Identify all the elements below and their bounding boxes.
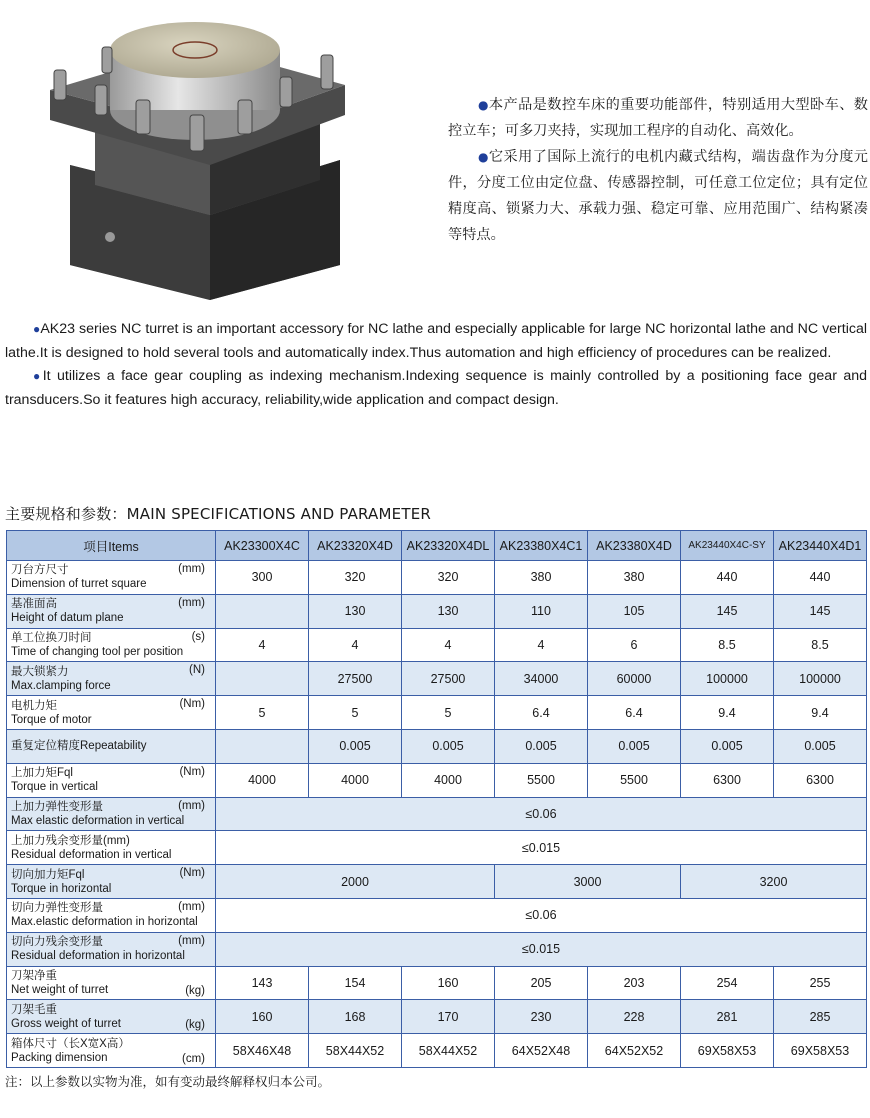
row-unit: (kg) <box>185 1019 205 1032</box>
bullet-icon: ● <box>33 369 43 383</box>
value-cell: 300 <box>216 561 309 595</box>
value-cell: 154 <box>309 966 402 1000</box>
value-cell: 9.4 <box>774 696 867 730</box>
value-cell: 69X58X53 <box>681 1034 774 1068</box>
value-cell: 58X44X52 <box>402 1034 495 1068</box>
header-items: 项目Items <box>7 531 216 561</box>
value-cell <box>216 662 309 696</box>
header-model: AK23440X4D1 <box>774 531 867 561</box>
row-label-cn: 箱体尺寸（长X宽X高） <box>11 1037 130 1050</box>
value-cell: 5500 <box>495 763 588 797</box>
row-label <box>7 594 216 628</box>
row-label <box>7 662 216 696</box>
merged-value-cell: ≤0.015 <box>216 831 867 865</box>
row-label-en: Net weight of turret <box>11 983 109 996</box>
row-label-cn: 单工位换刀时间 <box>11 631 92 644</box>
value-cell: 203 <box>588 966 681 1000</box>
row-label <box>7 797 216 831</box>
value-cell: 64X52X52 <box>588 1034 681 1068</box>
row-label-cn: 切向力弹性变形量 <box>11 902 103 915</box>
spec-header-row <box>7 531 867 561</box>
value-cell: 320 <box>309 561 402 595</box>
row-label <box>7 831 216 865</box>
row-label <box>7 628 216 662</box>
table-row <box>7 1000 867 1034</box>
value-cell: 4000 <box>216 763 309 797</box>
row-label <box>7 1000 216 1034</box>
bullet-icon: ● <box>33 322 41 336</box>
merged-value-cell: ≤0.06 <box>216 797 867 831</box>
intro-cn-paragraph: ●本产品是数控车床的重要功能部件，特别适用大型卧车、数控立车；可多刀夹持，实现加工程序的自动化、高效化。 <box>448 97 868 139</box>
value-cell: 145 <box>681 594 774 628</box>
row-label <box>7 1034 216 1068</box>
row-unit: (Nm) <box>179 867 205 880</box>
table-row <box>7 898 867 932</box>
row-unit: (cm) <box>182 1052 205 1065</box>
value-cell: 100000 <box>681 662 774 696</box>
row-label-cn: 上加力矩Fql <box>11 767 73 780</box>
value-cell: 168 <box>309 1000 402 1034</box>
value-cell: 64X52X48 <box>495 1034 588 1068</box>
row-unit: (Nm) <box>179 765 205 778</box>
row-label-cn: 重复定位精度Repeatability <box>11 740 147 753</box>
header-model: AK23320X4DL <box>402 531 495 561</box>
row-unit: (mm) <box>178 596 205 609</box>
row-label <box>7 865 216 899</box>
value-cell: 320 <box>402 561 495 595</box>
value-cell: 100000 <box>774 662 867 696</box>
intro-en-paragraph: ●It utilizes a face gear coupling as indexing mechanism.Indexing sequence is mainly controlled by a positioning face gear and transducers.So it features high accuracy, reliability,wide application and compact design. <box>5 368 867 408</box>
row-label-en: Torque in horizontal <box>11 882 112 895</box>
value-cell: 6300 <box>681 763 774 797</box>
row-label-cn: 刀台方尺寸 <box>11 564 69 577</box>
table-row <box>7 966 867 1000</box>
header-model: AK23320X4D <box>309 531 402 561</box>
row-label-en: Residual deformation in vertical <box>11 848 172 861</box>
row-label-en: Dimension of turret square <box>11 578 147 591</box>
value-cell: 69X58X53 <box>774 1034 867 1068</box>
product-image <box>40 15 350 305</box>
value-cell: 58X44X52 <box>309 1034 402 1068</box>
value-cell: 6.4 <box>495 696 588 730</box>
value-cell: 228 <box>588 1000 681 1034</box>
table-row <box>7 763 867 797</box>
value-cell: 0.005 <box>681 729 774 763</box>
row-unit: (N) <box>189 664 205 677</box>
value-cell: 6300 <box>774 763 867 797</box>
table-row <box>7 561 867 595</box>
row-label <box>7 729 216 763</box>
value-cell: 285 <box>774 1000 867 1034</box>
row-unit: (mm) <box>178 900 205 913</box>
row-unit: (mm) <box>178 934 205 947</box>
value-cell: 58X46X48 <box>216 1034 309 1068</box>
table-row <box>7 1034 867 1068</box>
value-cell: 5 <box>402 696 495 730</box>
value-cell: 8.5 <box>774 628 867 662</box>
value-cell: 6.4 <box>588 696 681 730</box>
row-label <box>7 932 216 966</box>
row-label-en: Residual deformation in horizontal <box>11 950 185 963</box>
spec-title: 主要规格和参数：MAIN SPECIFICATIONS AND PARAMETER <box>5 505 431 523</box>
merged-value-cell: ≤0.015 <box>216 932 867 966</box>
value-cell: 5 <box>216 696 309 730</box>
value-cell: 440 <box>681 561 774 595</box>
table-row <box>7 729 867 763</box>
group-value-cell: 3200 <box>681 865 867 899</box>
value-cell <box>216 594 309 628</box>
value-cell: 110 <box>495 594 588 628</box>
value-cell: 4000 <box>402 763 495 797</box>
row-label-cn: 上加力残余变形量(mm) <box>11 834 130 847</box>
merged-value-cell: ≤0.06 <box>216 898 867 932</box>
row-label <box>7 561 216 595</box>
value-cell: 0.005 <box>588 729 681 763</box>
row-label-en: Max.elastic deformation in horizontal <box>11 916 198 929</box>
header-model: AK23440X4C-SY <box>681 531 774 561</box>
value-cell: 8.5 <box>681 628 774 662</box>
value-cell: 205 <box>495 966 588 1000</box>
value-cell: 5500 <box>588 763 681 797</box>
row-label <box>7 696 216 730</box>
value-cell: 4 <box>402 628 495 662</box>
header-model: AK23380X4D <box>588 531 681 561</box>
intro-chinese <box>448 92 868 248</box>
row-label-en: Torque in vertical <box>11 781 98 794</box>
value-cell: 60000 <box>588 662 681 696</box>
value-cell: 0.005 <box>774 729 867 763</box>
value-cell: 145 <box>774 594 867 628</box>
row-label-en: Gross weight of turret <box>11 1017 121 1030</box>
value-cell: 254 <box>681 966 774 1000</box>
value-cell: 380 <box>588 561 681 595</box>
value-cell: 0.005 <box>309 729 402 763</box>
table-row <box>7 932 867 966</box>
row-label-cn: 刀架毛重 <box>11 1003 57 1016</box>
spec-table <box>6 530 867 1068</box>
bullet-icon: ● <box>478 98 489 112</box>
turret-illustration <box>40 15 350 305</box>
value-cell: 380 <box>495 561 588 595</box>
value-cell: 5 <box>309 696 402 730</box>
value-cell: 130 <box>402 594 495 628</box>
header-model: AK23380X4C1 <box>495 531 588 561</box>
intro-cn-paragraph: ●它采用了国际上流行的电机内藏式结构，端齿盘作为分度元件，分度工位由定位盘、传感器控制，可任意工位定位；具有定位精度高、锁紧力大、承载力强、稳定可靠、应用范围广、结构紧凑等特点。 <box>448 149 868 243</box>
row-label-cn: 切向力残余变形量 <box>11 936 103 949</box>
value-cell: 160 <box>216 1000 309 1034</box>
value-cell: 0.005 <box>402 729 495 763</box>
table-row <box>7 662 867 696</box>
row-label-cn: 电机力矩 <box>11 699 57 712</box>
table-row <box>7 865 867 899</box>
row-label-en: Height of datum plane <box>11 612 124 625</box>
row-unit: (mm) <box>178 799 205 812</box>
table-row <box>7 594 867 628</box>
row-label-cn: 刀架净重 <box>11 969 57 982</box>
value-cell: 4000 <box>309 763 402 797</box>
footnote: 注：以上参数以实物为准，如有变动最终解释权归本公司。 <box>5 1074 331 1089</box>
intro-en-paragraph: ●AK23 series NC turret is an important accessory for NC lathe and especially applicable for large NC horizontal lathe and NC vertical lathe.It is designed to hold several tools and automatically index.Thus automation and high efficiency of procedures can be realized. <box>5 321 868 361</box>
row-label-en: Packing dimension <box>11 1051 108 1064</box>
row-label <box>7 763 216 797</box>
value-cell: 4 <box>216 628 309 662</box>
value-cell: 143 <box>216 966 309 1000</box>
row-label-en: Torque of motor <box>11 713 92 726</box>
value-cell: 440 <box>774 561 867 595</box>
row-label-cn: 上加力弹性变形量 <box>11 800 103 813</box>
row-unit: (kg) <box>185 985 205 998</box>
table-row <box>7 628 867 662</box>
row-unit: (mm) <box>178 563 205 575</box>
row-label-cn: 切向加力矩Fql <box>11 868 85 881</box>
value-cell: 160 <box>402 966 495 1000</box>
value-cell: 4 <box>495 628 588 662</box>
row-label-en: Time of changing tool per position <box>11 645 184 658</box>
value-cell: 27500 <box>402 662 495 696</box>
row-unit: (s) <box>191 630 205 643</box>
value-cell: 9.4 <box>681 696 774 730</box>
value-cell <box>216 729 309 763</box>
row-label-cn: 最大锁紧力 <box>11 665 69 678</box>
row-label <box>7 966 216 1000</box>
value-cell: 34000 <box>495 662 588 696</box>
bullet-icon: ● <box>478 150 489 164</box>
row-label-en: Max elastic deformation in vertical <box>11 814 185 827</box>
table-row <box>7 696 867 730</box>
value-cell: 105 <box>588 594 681 628</box>
value-cell: 230 <box>495 1000 588 1034</box>
intro-english <box>5 318 867 412</box>
group-value-cell: 3000 <box>495 865 681 899</box>
value-cell: 4 <box>309 628 402 662</box>
value-cell: 170 <box>402 1000 495 1034</box>
table-row <box>7 831 867 865</box>
value-cell: 0.005 <box>495 729 588 763</box>
value-cell: 255 <box>774 966 867 1000</box>
row-label-en: Max.clamping force <box>11 679 111 692</box>
header-model: AK23300X4C <box>216 531 309 561</box>
row-label <box>7 898 216 932</box>
value-cell: 27500 <box>309 662 402 696</box>
row-unit: (Nm) <box>179 698 205 711</box>
value-cell: 281 <box>681 1000 774 1034</box>
row-label-cn: 基准面高 <box>11 598 57 611</box>
group-value-cell: 2000 <box>216 865 495 899</box>
value-cell: 130 <box>309 594 402 628</box>
value-cell: 6 <box>588 628 681 662</box>
table-row <box>7 797 867 831</box>
spec-body <box>7 561 867 1068</box>
